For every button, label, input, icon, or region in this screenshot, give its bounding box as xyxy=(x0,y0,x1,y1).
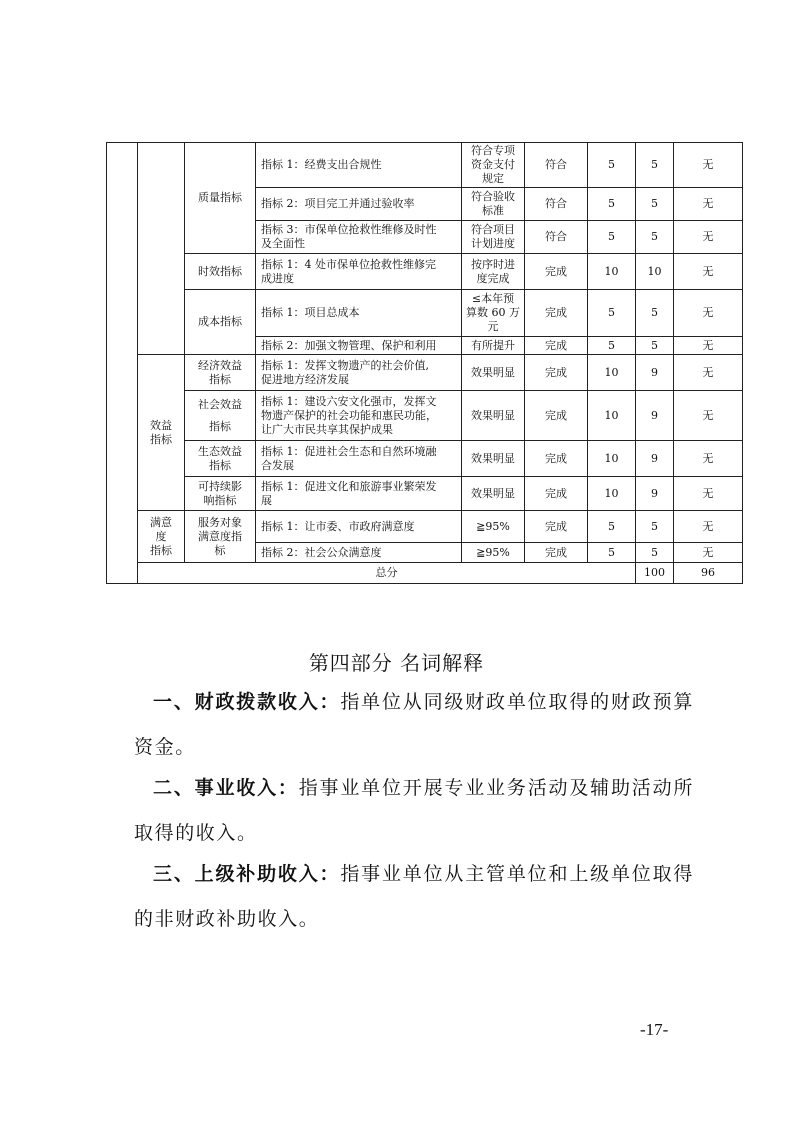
output-category-cell xyxy=(138,143,185,355)
target-value: 效果明显 xyxy=(462,441,525,477)
deduction-reason: 无 xyxy=(674,391,743,441)
cost-indicator-group: 成本指标 xyxy=(185,290,256,355)
quality-indicator-group: 质量指标 xyxy=(185,143,256,254)
deduction-reason: 无 xyxy=(674,143,743,188)
weight-value: 5 xyxy=(588,221,636,254)
actual-value: 完成 xyxy=(525,511,588,543)
score-value: 5 xyxy=(636,511,674,543)
weight-value: 10 xyxy=(588,441,636,477)
indicator-name: 指标 2：项目完工并通过验收率 xyxy=(256,188,462,221)
target-value: 按序时进 度完成 xyxy=(462,254,525,290)
actual-value: 完成 xyxy=(525,254,588,290)
target-value: 效果明显 xyxy=(462,355,525,391)
weight-value: 10 xyxy=(588,254,636,290)
score-value: 9 xyxy=(636,441,674,477)
actual-value: 完成 xyxy=(525,290,588,337)
sustainable-impact-group: 可持续影 响指标 xyxy=(185,477,256,511)
indicator-name: 指标 1：经费支出合规性 xyxy=(256,143,462,188)
page-number: -17- xyxy=(640,1020,669,1039)
weight-value: 5 xyxy=(588,337,636,355)
deduction-reason: 无 xyxy=(674,254,743,290)
definition-fiscal-appropriation xyxy=(134,680,694,770)
outer-category-cell xyxy=(107,143,138,584)
score-value: 5 xyxy=(636,337,674,355)
weight-value: 10 xyxy=(588,477,636,511)
target-value: 符合验收 标准 xyxy=(462,188,525,221)
definition-business-income xyxy=(134,766,694,856)
target-value: 符合专项 资金支付 规定 xyxy=(462,143,525,188)
service-satisfaction-group: 服务对象 满意度指 标 xyxy=(185,511,256,563)
social-benefit-group: 社会效益 指标 xyxy=(185,391,256,441)
target-value: 有所提升 xyxy=(462,337,525,355)
deduction-reason: 无 xyxy=(674,221,743,254)
weight-value: 5 xyxy=(588,188,636,221)
indicator-name: 指标 2：社会公众满意度 xyxy=(256,543,462,563)
score-value: 10 xyxy=(636,254,674,290)
score-value: 5 xyxy=(636,221,674,254)
score-value: 5 xyxy=(636,188,674,221)
indicator-name: 指标 1：发挥文物遗产的社会价值, 促进地方经济发展 xyxy=(256,355,462,391)
deduction-reason: 无 xyxy=(674,543,743,563)
score-value: 9 xyxy=(636,391,674,441)
definition-text: 指事业单位开展专业业务活动及辅助活动所取得的收入。 xyxy=(134,777,695,844)
actual-value: 符合 xyxy=(525,188,588,221)
actual-value: 完成 xyxy=(525,441,588,477)
section-title: 第四部分 名词解释 xyxy=(308,651,485,675)
actual-value: 完成 xyxy=(525,391,588,441)
actual-value: 完成 xyxy=(525,543,588,563)
definition-text: 指事业单位从主管单位和上级单位取得的非财政补助收入。 xyxy=(134,863,694,930)
total-label: 总分 xyxy=(138,563,636,584)
indicator-name: 指标 1：项目总成本 xyxy=(256,290,462,337)
indicator-name: 指标 2：加强文物管理、保护和利用 xyxy=(256,337,462,355)
actual-value: 完成 xyxy=(525,355,588,391)
deduction-reason: 无 xyxy=(674,441,743,477)
score-value: 5 xyxy=(636,290,674,337)
indicator-name: 指标 3：市保单位抢救性维修及时性 及全面性 xyxy=(256,221,462,254)
performance-indicator-table xyxy=(106,142,743,584)
definition-term: 二、事业收入： xyxy=(153,777,299,799)
indicator-name: 指标 1：促进文化和旅游事业繁荣发 展 xyxy=(256,477,462,511)
definition-term: 三、上级补助收入： xyxy=(153,863,341,885)
deduction-reason: 无 xyxy=(674,355,743,391)
target-value: 效果明显 xyxy=(462,391,525,441)
total-weight: 100 xyxy=(636,563,674,584)
score-value: 5 xyxy=(636,143,674,188)
weight-value: 10 xyxy=(588,355,636,391)
weight-value: 5 xyxy=(588,511,636,543)
deduction-reason: 无 xyxy=(674,511,743,543)
weight-value: 5 xyxy=(588,543,636,563)
deduction-reason: 无 xyxy=(674,337,743,355)
weight-value: 10 xyxy=(588,391,636,441)
definition-text: 指单位从同级财政单位取得的财政预算资金。 xyxy=(134,691,694,758)
actual-value: 符合 xyxy=(525,221,588,254)
ecological-benefit-group: 生态效益 指标 xyxy=(185,441,256,477)
target-value: 符合项目 计划进度 xyxy=(462,221,525,254)
total-score: 96 xyxy=(674,563,743,584)
benefit-indicator-group: 效益 指标 xyxy=(138,355,185,511)
timeliness-indicator-group: 时效指标 xyxy=(185,254,256,290)
definition-superior-subsidy xyxy=(134,852,694,942)
deduction-reason: 无 xyxy=(674,290,743,337)
deduction-reason: 无 xyxy=(674,188,743,221)
indicator-name: 指标 1：4 处市保单位抢救性维修完 成进度 xyxy=(256,254,462,290)
indicator-name: 指标 1：让市委、市政府满意度 xyxy=(256,511,462,543)
score-value: 9 xyxy=(636,477,674,511)
deduction-reason: 无 xyxy=(674,477,743,511)
score-value: 9 xyxy=(636,355,674,391)
weight-value: 5 xyxy=(588,143,636,188)
target-value: ≧95% xyxy=(462,543,525,563)
actual-value: 完成 xyxy=(525,477,588,511)
indicator-name: 指标 1：促进社会生态和自然环境融 合发展 xyxy=(256,441,462,477)
indicator-name: 指标 1：建设六安文化强市，发挥文 物遗产保护的社会功能和惠民功能， 让广大市民共享其保护成果 xyxy=(256,391,462,441)
definition-term: 一、财政拨款收入： xyxy=(153,691,341,713)
satisfaction-indicator-group: 满意 度 指标 xyxy=(138,511,185,563)
target-value: 效果明显 xyxy=(462,477,525,511)
target-value: ≧95% xyxy=(462,511,525,543)
weight-value: 5 xyxy=(588,290,636,337)
actual-value: 完成 xyxy=(525,337,588,355)
economic-benefit-group: 经济效益 指标 xyxy=(185,355,256,391)
target-value: ≤本年预 算数 60 万 元 xyxy=(462,290,525,337)
score-value: 5 xyxy=(636,543,674,563)
actual-value: 符合 xyxy=(525,143,588,188)
